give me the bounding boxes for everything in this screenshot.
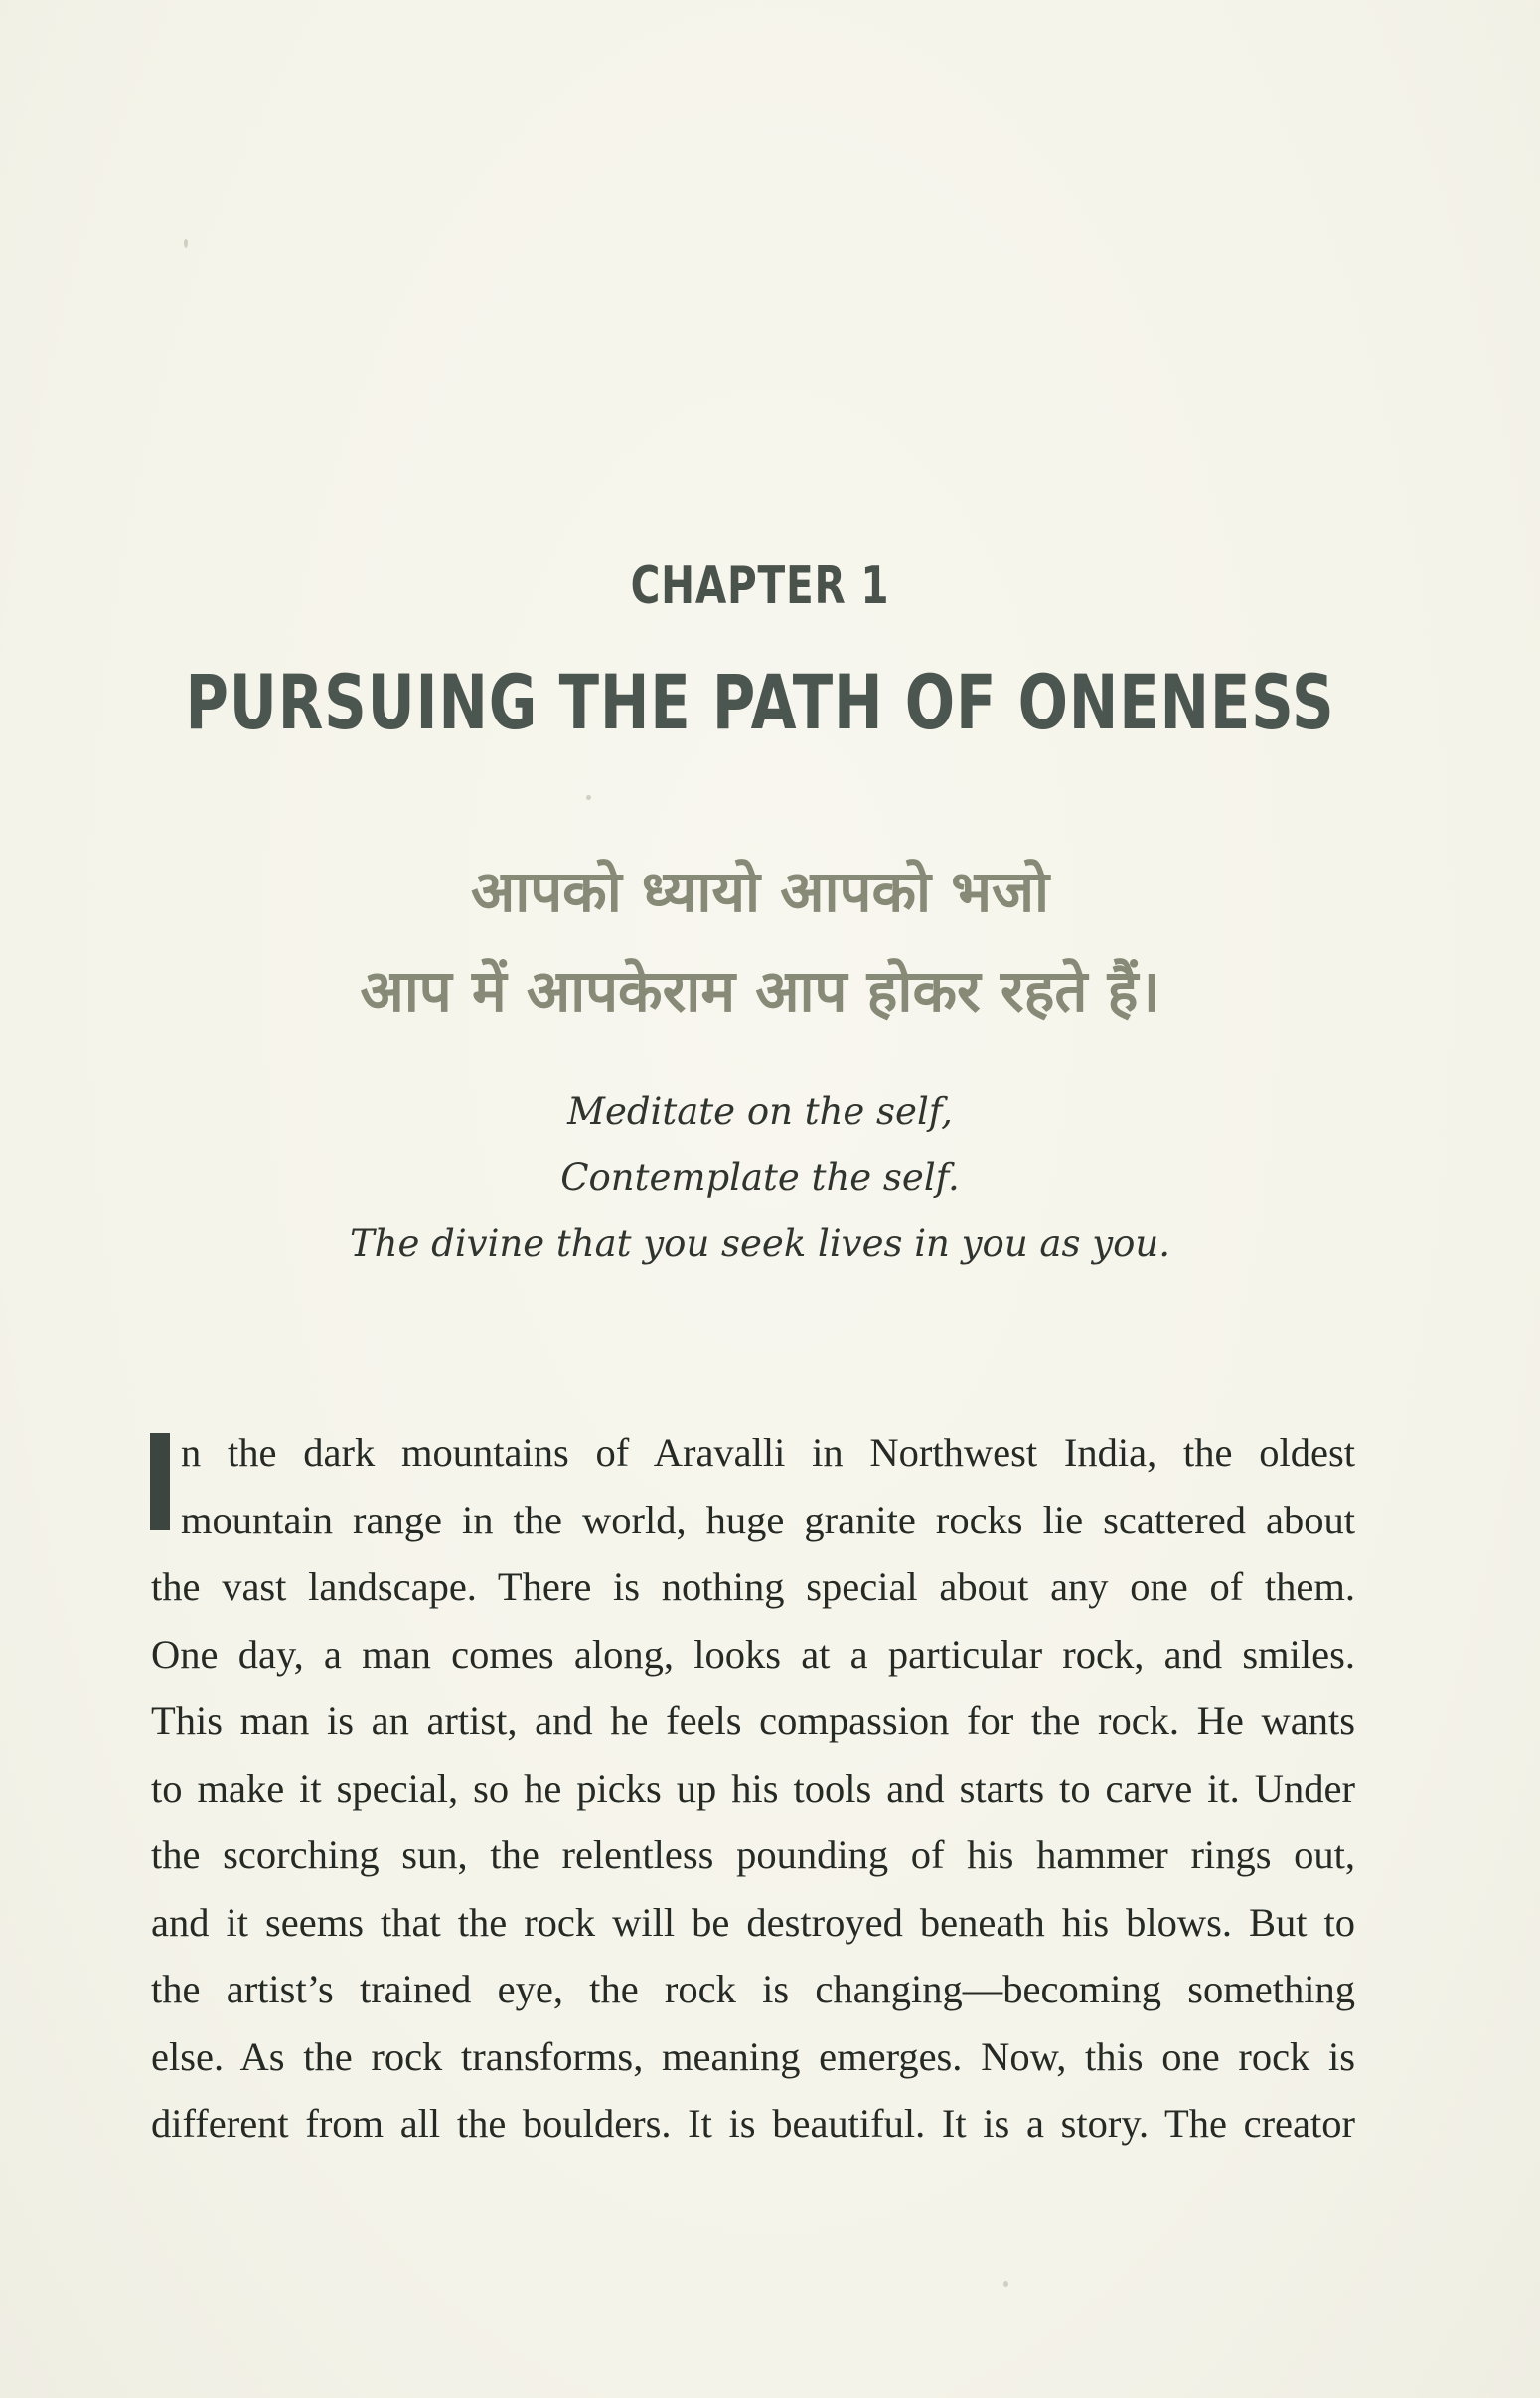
- body-line: different from all the boulders. It is beautiful. It is a story. The creator: [151, 2101, 1355, 2146]
- body-paragraph: [151, 1419, 1355, 2158]
- chapter-title: PURSUING THE PATH OF ONENESS: [185, 658, 1335, 746]
- body-line: n the dark mountains of Aravalli in Northwest India, the oldest: [181, 1430, 1355, 1475]
- body-line: else. As the rock transforms, meaning emerges. Now, this one rock is: [151, 2033, 1355, 2079]
- body-line: and it seems that the rock will be destroyed beneath his blows. But to: [151, 1899, 1355, 1945]
- paper-speck: [1003, 2281, 1008, 2287]
- epigraph-hindi-line-2: आप में आपकेराम आप होकर रहते हैं।: [360, 957, 1160, 1025]
- body-line: the vast landscape. There is nothing special about any one of them.: [151, 1564, 1355, 1609]
- chapter-label: CHAPTER 1: [630, 557, 890, 616]
- body-line: One day, a man comes along, looks at a particular rock, and smiles.: [151, 1631, 1355, 1677]
- paper-speck: [184, 239, 188, 248]
- body-line: the artist’s trained eye, the rock is changing—becoming something: [151, 1967, 1355, 2011]
- body-line: This man is an artist, and he feels compassion for the rock. He wants: [151, 1698, 1355, 1743]
- body-line: to make it special, so he picks up his tools and starts to carve it. Under: [151, 1765, 1355, 1811]
- body-line: mountain range in the world, huge granite rocks lie scattered about: [181, 1497, 1355, 1542]
- epigraph-english-line-3: The divine that you seek lives in you as you.: [349, 1222, 1170, 1265]
- epigraph-english-line-2: Contemplate the self.: [560, 1156, 960, 1199]
- body-line: the scorching sun, the relentless pounding of his hammer rings out,: [151, 1833, 1355, 1877]
- paper-speck: [586, 795, 591, 800]
- epigraph-hindi-line-1: आपको ध्यायो आपको भजो: [470, 858, 1050, 925]
- epigraph-english-line-1: Meditate on the self,: [567, 1090, 953, 1133]
